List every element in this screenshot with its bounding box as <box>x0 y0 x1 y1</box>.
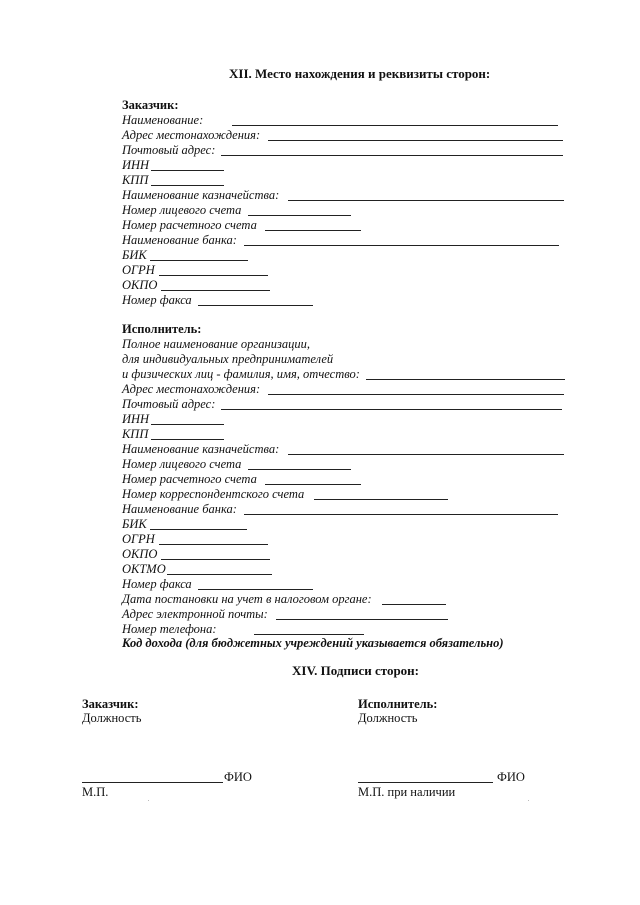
contractor-bik-label: БИК <box>122 517 147 531</box>
contractor-kpp-line[interactable] <box>151 439 224 440</box>
contractor-settlement-account-label: Номер расчетного счета <box>122 472 257 486</box>
contractor-settlement-account-line[interactable] <box>265 484 361 485</box>
contractor-kpp-label: КПП <box>122 427 149 441</box>
contractor-treasury-label: Наименование казначейства: <box>122 442 280 456</box>
contractor-bank-line[interactable] <box>244 514 558 515</box>
contractor-personal-account-label: Номер лицевого счета <box>122 457 242 471</box>
customer-personal-account-line[interactable] <box>248 215 351 216</box>
contractor-postal-line[interactable] <box>221 409 562 410</box>
customer-inn-label: ИНН <box>122 158 150 172</box>
contractor-fullname-label-2: для индивидуальных предпринимателей <box>122 352 334 366</box>
contractor-address-line[interactable] <box>268 394 564 395</box>
customer-bank-label: Наименование банка: <box>122 233 237 247</box>
contractor-phone-line[interactable] <box>254 634 364 635</box>
signature-contractor-position: Должность <box>358 711 418 725</box>
signature-customer-fio: ФИО <box>224 770 252 784</box>
customer-treasury-line[interactable] <box>288 200 564 201</box>
customer-postal-label: Почтовый адрес: <box>122 143 216 157</box>
contractor-inn-line[interactable] <box>151 424 224 425</box>
customer-postal-line[interactable] <box>221 155 563 156</box>
contractor-corr-account-line[interactable] <box>314 499 448 500</box>
customer-name-label: Наименование: <box>122 113 204 127</box>
contractor-okpo-label: ОКПО <box>122 547 158 561</box>
signature-customer-line[interactable] <box>82 782 223 783</box>
customer-inn-line[interactable] <box>151 170 224 171</box>
customer-settlement-account-label: Номер расчетного счета <box>122 218 257 232</box>
signature-contractor-stamp: М.П. при наличии <box>358 785 456 799</box>
customer-bik-label: БИК <box>122 248 147 262</box>
customer-okpo-line[interactable] <box>161 290 270 291</box>
customer-treasury-label: Наименование казначейства: <box>122 188 280 202</box>
signature-customer-label: Заказчик: <box>82 697 139 711</box>
contractor-fullname-label-1: Полное наименование организации, <box>122 337 311 351</box>
contractor-address-label: Адрес местонахождения: <box>122 382 261 396</box>
contractor-label: Исполнитель: <box>122 322 202 336</box>
contractor-ogrn-line[interactable] <box>159 544 268 545</box>
customer-address-label: Адрес местонахождения: <box>122 128 261 142</box>
contractor-oktmo-line[interactable] <box>167 574 272 575</box>
contractor-tax-date-line[interactable] <box>382 604 446 605</box>
signature-contractor-line[interactable] <box>358 782 493 783</box>
income-code-note: Код дохода (для бюджетных учреждений указывается обязательно) <box>122 636 504 650</box>
contractor-ogrn-label: ОГРН <box>122 532 155 546</box>
contractor-personal-account-line[interactable] <box>248 469 351 470</box>
customer-name-line[interactable] <box>232 125 558 126</box>
customer-personal-account-label: Номер лицевого счета <box>122 203 242 217</box>
scan-speck <box>148 800 149 801</box>
customer-settlement-account-line[interactable] <box>265 230 361 231</box>
signature-customer-position: Должность <box>82 711 142 725</box>
signature-customer-stamp: М.П. <box>82 785 109 799</box>
customer-ogrn-label: ОГРН <box>122 263 155 277</box>
customer-bik-line[interactable] <box>150 260 248 261</box>
customer-okpo-label: ОКПО <box>122 278 158 292</box>
customer-label: Заказчик: <box>122 98 179 112</box>
section-12-heading: XII. Место нахождения и реквизиты сторон: <box>229 66 491 81</box>
contractor-fullname-label-3: и физических лиц - фамилия, имя, отчество: <box>122 367 360 381</box>
customer-kpp-label: КПП <box>122 173 149 187</box>
contractor-fullname-line[interactable] <box>366 379 565 380</box>
contractor-treasury-line[interactable] <box>288 454 564 455</box>
customer-ogrn-line[interactable] <box>159 275 268 276</box>
contractor-fax-label: Номер факса <box>122 577 192 591</box>
scan-speck <box>528 800 529 801</box>
signature-contractor-label: Исполнитель: <box>358 697 438 711</box>
contractor-oktmo-label: ОКТМО <box>122 562 166 576</box>
contractor-bik-line[interactable] <box>150 529 247 530</box>
contractor-bank-label: Наименование банка: <box>122 502 237 516</box>
contractor-tax-date-label: Дата постановки на учет в налоговом органе: <box>122 592 372 606</box>
customer-kpp-line[interactable] <box>151 185 224 186</box>
customer-fax-label: Номер факса <box>122 293 192 307</box>
contractor-corr-account-label: Номер корреспондентского счета <box>122 487 305 501</box>
customer-bank-line[interactable] <box>244 245 559 246</box>
contractor-inn-label: ИНН <box>122 412 150 426</box>
contractor-phone-label: Номер телефона: <box>122 622 217 636</box>
customer-address-line[interactable] <box>268 140 563 141</box>
section-14-heading: XIV. Подписи сторон: <box>292 663 419 678</box>
contractor-email-line[interactable] <box>276 619 448 620</box>
customer-fax-line[interactable] <box>198 305 313 306</box>
signature-contractor-fio: ФИО <box>497 770 525 784</box>
contractor-postal-label: Почтовый адрес: <box>122 397 216 411</box>
contractor-okpo-line[interactable] <box>161 559 270 560</box>
contractor-fax-line[interactable] <box>198 589 313 590</box>
contractor-email-label: Адрес электронной почты: <box>122 607 268 621</box>
